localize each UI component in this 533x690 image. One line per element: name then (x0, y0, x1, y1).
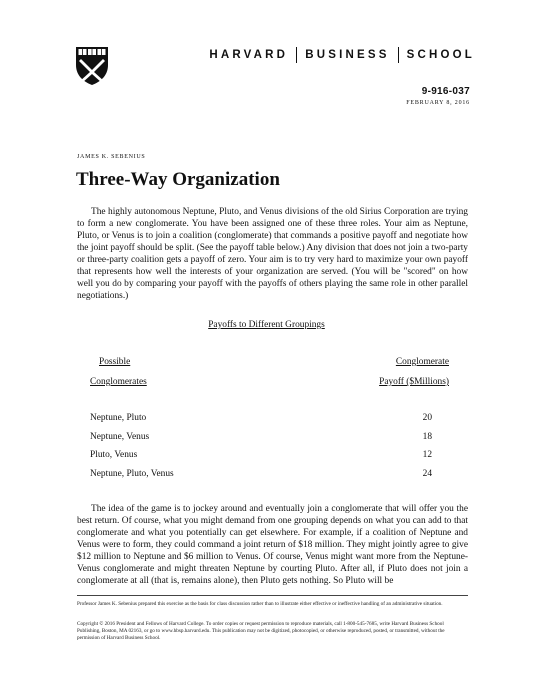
col2-header-line2: Payoff ($Millions) (379, 377, 449, 387)
col1-header-line1: Possible (99, 357, 131, 367)
payoff-value: 20 (422, 413, 432, 423)
conglomerate-name: Pluto, Venus (90, 450, 138, 460)
author-name: JAMES K. SEBENIUS (77, 154, 146, 160)
col2-header-line1: Conglomerate (395, 357, 449, 367)
conglomerate-name: Neptune, Pluto, Venus (90, 469, 174, 479)
footer-copyright: Copyright © 2016 President and Fellows of Harvard College. To order copies or request permission to reproduce materials, call 1-800-545-7685, write Harvard Business School Publishing, Boston, MA 02163, or go to www.hbsp.harvard.edu. This publication may not be digitized, photocopied, or otherwise reproduced, posted, or transmitted, without the permission of Harvard Business School. (77, 621, 445, 641)
conglomerate-name: Neptune, Venus (90, 432, 150, 442)
footer-divider (77, 595, 468, 596)
wordmark-school: SCHOOL (406, 49, 475, 61)
institution-wordmark (175, 45, 475, 65)
payoff-value: 24 (422, 469, 432, 479)
publication-date: FEBRUARY 8, 2016 (406, 100, 470, 106)
payoff-table-title: Payoffs to Different Groupings (208, 320, 325, 330)
intro-paragraph: The highly autonomous Neptune, Pluto, and Venus divisions of the old Sirius Corporation are trying to form a new conglomerate. You have been assigned one of these three roles. Your aim as Neptune, Pluto, or Venus is to join a coalition (conglomerate) that commands a positive payoff and negotiate how the joint payoff should be split. (See the payoff table below.) Any division that does not join a two-party or three-party coalition gets a payoff of zero. Your aim is to try very hard to maximize your own payoff that represents how well the interests of your organization are served. (You will be "scored" on how well you do by comparing your payoff with the payoffs of others playing the same role in other parallel negotiations.) (77, 207, 468, 301)
wordmark-business: BUSINESS (305, 49, 390, 61)
body-paragraph: The idea of the game is to jockey around and eventually join a conglomerate that will offer you the best return. Of course, what you might demand from one grouping depends on what you can add to that conglomerate and what you potentially can get elsewhere. For example, if a coalition of Neptune and Venus were to form, they could command a joint return of $18 million. They might jointly agree to give $12 million to Neptune and $6 million to Venus. Of course, Venus might want more from the Neptune-Venus conglomerate and might threaten Neptune by courting Pluto. After all, if Pluto does not join a conglomerate at all (that is, remains alone), then Pluto gets nothing. So Pluto will be (77, 504, 468, 586)
payoff-value: 12 (422, 450, 432, 460)
footer-note: Professor James K. Sebenius prepared this exercise as the basis for class discussion rather than to illustrate either effective or ineffective handling of an administrative situation. (77, 601, 443, 607)
harvard-shield-logo (75, 46, 109, 86)
col1-header-line2: Conglomerates (90, 377, 147, 387)
wordmark-harvard: HARVARD (209, 49, 289, 61)
wordmark-divider (398, 47, 399, 63)
wordmark-divider (296, 47, 297, 63)
document-title: Three-Way Organization (76, 169, 280, 190)
conglomerate-name: Neptune, Pluto (90, 413, 147, 423)
payoff-value: 18 (422, 432, 432, 442)
case-number: 9-916-037 (421, 86, 470, 97)
